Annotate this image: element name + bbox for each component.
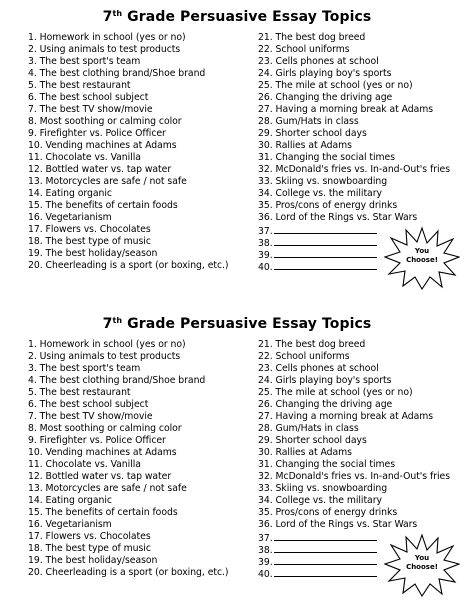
list-item: 21. The best dog breed bbox=[258, 32, 366, 43]
topic-list-left bbox=[28, 32, 258, 272]
list-item: 1. Homework in school (yes or no) bbox=[28, 32, 186, 43]
blank-number: 38. bbox=[258, 545, 273, 556]
list-item: 19. The best holiday/season bbox=[28, 555, 158, 566]
list-item: 6. The best school subject bbox=[28, 399, 149, 410]
list-item: 15. The benefits of certain foods bbox=[28, 507, 178, 518]
list-item: 9. Firefighter vs. Police Officer bbox=[28, 128, 166, 139]
list-item: 35. Pros/cons of energy drinks bbox=[258, 200, 398, 211]
list-item: 22. School uniforms bbox=[258, 351, 350, 362]
write-in-line bbox=[274, 236, 377, 246]
list-item: 24. Girls playing boy's sports bbox=[258, 375, 392, 386]
list-item: 26. Changing the driving age bbox=[258, 399, 393, 410]
list-item: 16. Vegetarianism bbox=[28, 212, 112, 223]
list-item: 28. Gum/Hats in class bbox=[258, 423, 359, 434]
list-item: 14. Eating organic bbox=[28, 188, 112, 199]
list-item: 32. McDonald's fries vs. In-and-Out's fries bbox=[258, 471, 450, 482]
list-item: 36. Lord of the Rings vs. Star Wars bbox=[258, 212, 418, 223]
list-item: 11. Chocolate vs. Vanilla bbox=[28, 152, 141, 163]
list-item: 34. College vs. the military bbox=[258, 188, 382, 199]
list-item: 29. Shorter school days bbox=[258, 435, 367, 446]
list-item: 17. Flowers vs. Chocolates bbox=[28, 224, 151, 235]
write-in-line bbox=[274, 260, 377, 270]
list-item: 30. Rallies at Adams bbox=[258, 447, 352, 458]
list-item: 3. The best sport's team bbox=[28, 56, 141, 67]
list-item: 21. The best dog breed bbox=[258, 339, 366, 350]
write-in-line bbox=[274, 224, 377, 234]
list-item: 13. Motorcycles are safe / not safe bbox=[28, 176, 187, 187]
list-item: 35. Pros/cons of energy drinks bbox=[258, 507, 398, 518]
list-item: 25. The mile at school (yes or no) bbox=[258, 387, 413, 398]
blank-number: 40. bbox=[258, 569, 273, 580]
write-in-line bbox=[274, 531, 377, 541]
list-item: 12. Bottled water vs. tap water bbox=[28, 471, 172, 482]
list-item: 20. Cheerleading is a sport (or boxing, etc.) bbox=[28, 260, 229, 271]
write-in-line bbox=[274, 567, 377, 577]
blank-number: 40. bbox=[258, 262, 273, 273]
list-item: 12. Bottled water vs. tap water bbox=[28, 164, 172, 175]
list-item: 10. Vending machines at Adams bbox=[28, 140, 177, 151]
sheet-title: 7th Grade Persuasive Essay Topics bbox=[102, 316, 372, 332]
list-item: 1. Homework in school (yes or no) bbox=[28, 339, 186, 350]
list-item: 8. Most soothing or calming color bbox=[28, 116, 182, 127]
list-item: 19. The best holiday/season bbox=[28, 248, 158, 259]
list-item: 25. The mile at school (yes or no) bbox=[258, 80, 413, 91]
list-item: 23. Cells phones at school bbox=[258, 56, 379, 67]
list-item: 14. Eating organic bbox=[28, 495, 112, 506]
blank-number: 38. bbox=[258, 238, 273, 249]
starburst-line: Choose! bbox=[406, 563, 438, 571]
list-item: 13. Motorcycles are safe / not safe bbox=[28, 483, 187, 494]
list-item: 29. Shorter school days bbox=[258, 128, 367, 139]
list-item: 33. Skiing vs. snowboarding bbox=[258, 176, 388, 187]
list-item: 10. Vending machines at Adams bbox=[28, 447, 177, 458]
list-item: 28. Gum/Hats in class bbox=[258, 116, 359, 127]
list-item: 24. Girls playing boy's sports bbox=[258, 68, 392, 79]
list-item: 27. Having a morning break at Adams bbox=[258, 104, 434, 115]
topic-sheet-2 bbox=[0, 307, 474, 607]
list-item: 7. The best TV show/movie bbox=[28, 411, 153, 422]
list-item: 33. Skiing vs. snowboarding bbox=[258, 483, 388, 494]
list-item: 18. The best type of music bbox=[28, 543, 151, 554]
blank-number: 39. bbox=[258, 557, 273, 568]
list-item: 20. Cheerleading is a sport (or boxing, etc.) bbox=[28, 567, 229, 578]
starburst-badge bbox=[384, 226, 460, 290]
list-item: 7. The best TV show/movie bbox=[28, 104, 153, 115]
list-item: 2. Using animals to test products bbox=[28, 44, 181, 55]
starburst-text bbox=[384, 554, 460, 572]
write-in-line bbox=[274, 543, 377, 553]
list-item: 5. The best restaurant bbox=[28, 80, 131, 91]
list-item: 9. Firefighter vs. Police Officer bbox=[28, 435, 166, 446]
list-item: 22. School uniforms bbox=[258, 44, 350, 55]
blank-number: 37. bbox=[258, 226, 273, 237]
starburst-line: You bbox=[414, 554, 430, 562]
sheet-title: 7th Grade Persuasive Essay Topics bbox=[102, 9, 372, 25]
list-item: 17. Flowers vs. Chocolates bbox=[28, 531, 151, 542]
list-item: 31. Changing the social times bbox=[258, 152, 396, 163]
list-item: 34. College vs. the military bbox=[258, 495, 382, 506]
list-item: 4. The best clothing brand/Shoe brand bbox=[28, 375, 206, 386]
write-in-line bbox=[274, 248, 377, 258]
list-item: 32. McDonald's fries vs. In-and-Out's fries bbox=[258, 164, 450, 175]
list-item: 23. Cells phones at school bbox=[258, 363, 379, 374]
list-item: 15. The benefits of certain foods bbox=[28, 200, 178, 211]
list-item: 27. Having a morning break at Adams bbox=[258, 411, 434, 422]
starburst-line: Choose! bbox=[406, 256, 438, 264]
topic-list-left bbox=[28, 339, 258, 579]
list-item: 30. Rallies at Adams bbox=[258, 140, 352, 151]
list-item: 18. The best type of music bbox=[28, 236, 151, 247]
list-item: 11. Chocolate vs. Vanilla bbox=[28, 459, 141, 470]
blank-number: 39. bbox=[258, 250, 273, 261]
list-item: 6. The best school subject bbox=[28, 92, 149, 103]
topic-sheet-1 bbox=[0, 0, 474, 300]
list-item: 5. The best restaurant bbox=[28, 387, 131, 398]
starburst-line: You bbox=[414, 247, 430, 255]
list-item: 3. The best sport's team bbox=[28, 363, 141, 374]
list-item: 16. Vegetarianism bbox=[28, 519, 112, 530]
list-item: 4. The best clothing brand/Shoe brand bbox=[28, 68, 206, 79]
list-item: 2. Using animals to test products bbox=[28, 351, 181, 362]
starburst-text bbox=[384, 247, 460, 265]
starburst-badge bbox=[384, 533, 460, 597]
list-item: 31. Changing the social times bbox=[258, 459, 396, 470]
list-item: 8. Most soothing or calming color bbox=[28, 423, 182, 434]
list-item: 36. Lord of the Rings vs. Star Wars bbox=[258, 519, 418, 530]
write-in-line bbox=[274, 555, 377, 565]
list-item: 26. Changing the driving age bbox=[258, 92, 393, 103]
blank-number: 37. bbox=[258, 533, 273, 544]
